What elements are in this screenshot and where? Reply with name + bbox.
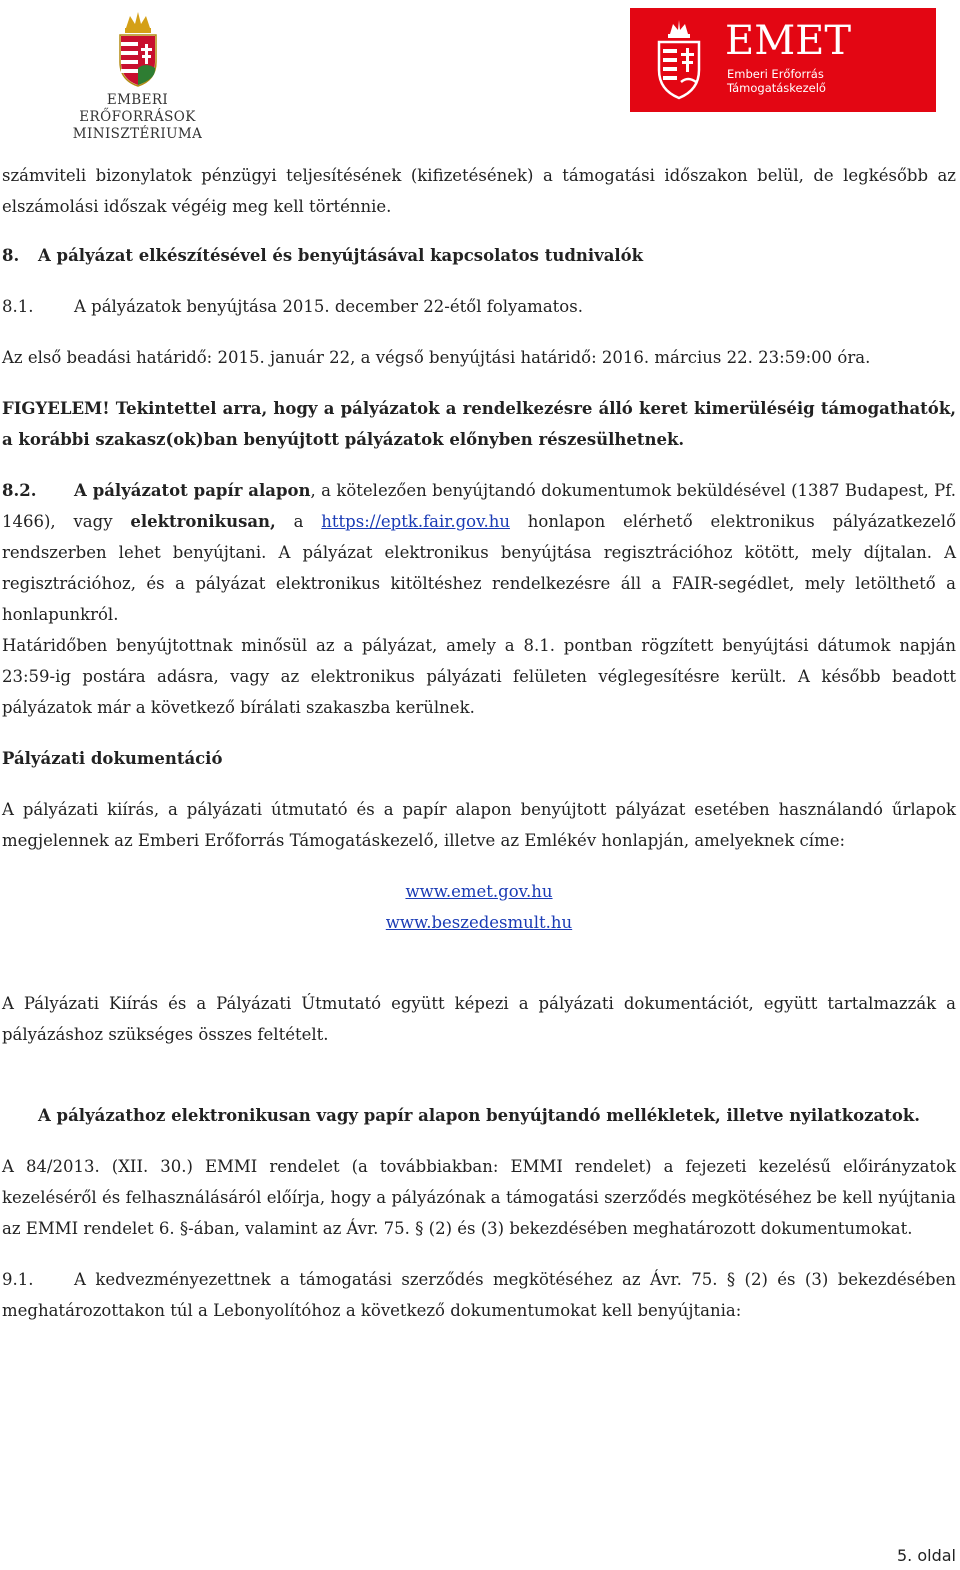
ministry-name (50, 92, 225, 143)
ministry-name-line1: EMBERI ERŐFORRÁSOK (79, 92, 196, 125)
section-8-number: 8. (2, 246, 20, 265)
section-8-title: A pályázat elkészítésével és benyújtásával kapcsolatos tudnivalók (38, 246, 644, 265)
emet-subtitle-line2: Támogatáskezelő (727, 81, 826, 95)
section-9-1-text: A kedvezményezettnek a támogatási szerződés megkötéséhez az Ávr. 75. § (2) és (3) bekezdésében meghatározottakon túl a Lebonyolítóhoz a következő dokumentumokat kell benyújtania: (2, 1270, 956, 1320)
eptk-fair-link[interactable]: https://eptk.fair.gov.hu (321, 512, 510, 531)
documentation-heading: Pályázati dokumentáció (2, 749, 223, 768)
beszedesmult-website-link[interactable]: www.beszedesmult.hu (385, 913, 573, 932)
emet-shield-icon (654, 20, 704, 100)
section-8-1 (2, 291, 956, 322)
paragraph-continuation: számviteli bizonylatok pénzügyi teljesítésének (kifizetésének) a támogatási időszakon belül, de legkésőbb az elszámolási időszak végéig meg kell történnie. (2, 166, 956, 216)
section-8-2-text-1: , a kötelezően benyújtandó dokumentumok beküldésével (1387 Budapest, Pf. 1466), vagy (2, 481, 956, 531)
section-8-1-text: A pályázatok benyújtása 2015. december 22-étől folyamatos. (74, 297, 583, 316)
emet-subtitle-line1: Emberi Erőforrás (727, 67, 824, 81)
section-9-1 (2, 1264, 956, 1326)
hungarian-coat-of-arms-icon (116, 10, 160, 88)
ministry-name-line2: MINISZTÉRIUMA (72, 126, 203, 142)
emet-website-link[interactable]: www.emet.gov.hu (405, 882, 553, 901)
page-number: 5. oldal (897, 1546, 956, 1565)
deadline-paragraph: Az első beadási határidő: 2015. január 22, a végső benyújtási határidő: 2016. március 22. 23:59:00 óra. (2, 348, 871, 367)
website-links (2, 876, 956, 938)
documentation-paragraph: A pályázati kiírás, a pályázati útmutató és a papír alapon benyújtott pályázat esetében használandó űrlapok megjelennek az Emberi Erőforrás Támogatáskezelő, illetve az Emlékév honlapján, amelyeknek címe: (2, 800, 956, 850)
section-8-2-text-3: honlapon elérhető elektronikus pályázatkezelő rendszerben lehet benyújtani. A pályázat elektronikus benyújtása regisztrációhoz kötött, mely díjtalan. A regisztrációhoz, és a pályázat elektronikus kitöltéshez rendelkezésre áll a FAIR-segédlet, mely letölthető a honlapunkról. (2, 512, 957, 624)
emet-subtitle (727, 67, 826, 95)
warning-paragraph: FIGYELEM! Tekintettel arra, hogy a pályázatok a rendelkezésre álló keret kimerüléséig támogathatók, a korábbi szakasz(ok)ban benyújtott pályázatok előnyben részesülhetnek. (2, 399, 956, 449)
section-8-2-text-2: a (275, 512, 322, 531)
section-8-1-number: 8.1. (2, 297, 34, 316)
electronic-submission-label: elektronikusan, (130, 512, 276, 531)
documentation-summary: A Pályázati Kiírás és a Pályázati Útmutató együtt képezi a pályázati dokumentációt, együtt tartalmazzák a pályázáshoz szükséges összes feltételt. (2, 994, 956, 1044)
page-header (0, 0, 960, 140)
section-9-heading (2, 1100, 956, 1131)
section-9-paragraph: A 84/2013. (XII. 30.) EMMI rendelet (a továbbiakban: EMMI rendelet) a fejezeti kezelésű előirányzatok kezeléséről és felhasználásáról előírja, hogy a pályázónak a támogatási szerződés megkötéséhez be kell nyújtania az EMMI rendelet 6. §-ában, valamint az Ávr. 75. § (2) és (3) bekezdésében meghatározott dokumentumokat. (2, 1157, 956, 1238)
document-body (2, 160, 956, 1326)
emet-name: EMET (725, 18, 852, 64)
emet-logo (630, 8, 936, 112)
section-9-number (2, 1100, 38, 1131)
paper-submission-label: A pályázatot papír alapon (74, 481, 311, 500)
submission-deadline-paragraph: Határidőben benyújtottnak minősül az a pályázat, amely a 8.1. pontban rögzített benyújtási dátumok napján 23:59-ig postára adásra, vagy az elektronikus pályázati felületen véglegesítésre került. A később beadott pályázatok már a következő bírálati szakaszba kerülnek. (2, 636, 956, 717)
section-9-1-number: 9.1. (2, 1270, 34, 1289)
section-8-2-number: 8.2. (2, 481, 37, 500)
section-8-2 (2, 475, 956, 630)
section-9-title: A pályázathoz elektronikusan vagy papír alapon benyújtandó mellékletek, illetve nyilatkozatok. (38, 1106, 921, 1125)
section-8-heading (2, 240, 956, 271)
ministry-logo (50, 10, 225, 142)
